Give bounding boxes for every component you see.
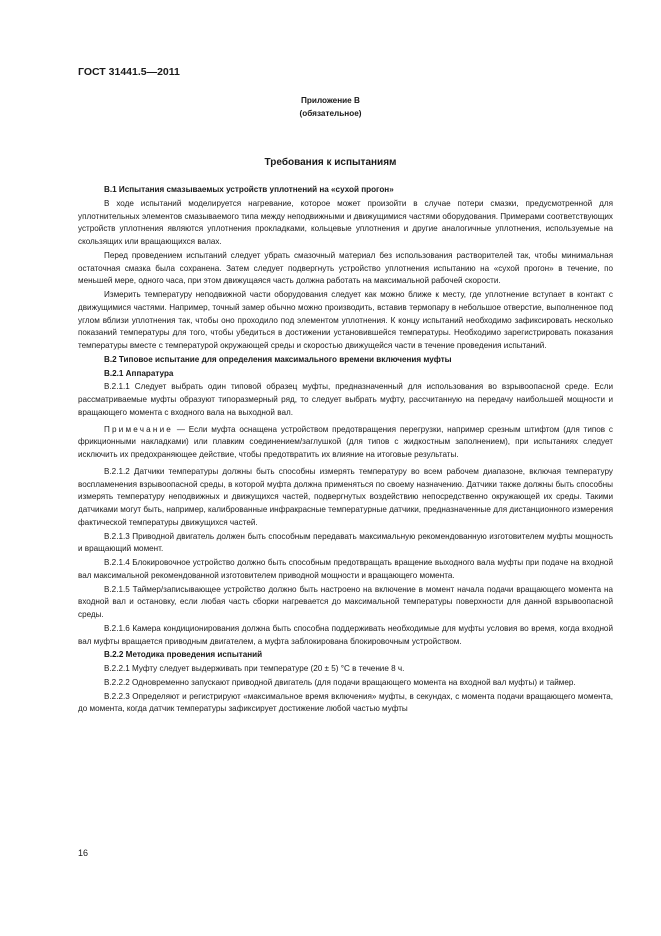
note bbox=[78, 424, 613, 462]
paragraph: В.2.2.1 Муфту следует выдерживать при температуре (20 ± 5) °С в течение 8 ч. bbox=[104, 664, 405, 673]
page-title: Требования к испытаниям bbox=[264, 157, 397, 168]
subsection-heading-b21: В.2.1 Аппаратура bbox=[104, 368, 174, 378]
paragraph: В.2.1.4 Блокировочное устройство должно быть способным предотвращать вращение выходного вала муфты при подаче на входной вал максимальной рекомендованной изготовителем приводной мощности и вращающего момента. bbox=[78, 558, 613, 580]
section-heading-b2: В.2 Типовое испытание для определения максимального времени включения муфты bbox=[104, 354, 452, 364]
document-id: ГОСТ 31441.5—2011 bbox=[78, 66, 180, 78]
paragraph: В.2.1.2 Датчики температуры должны быть способны измерять температуру во всем рабочем диапазоне, включая температуру воспламенения взрывоопасной среды, в которой муфта должна применяться по своему назначению. Датчики также должны быть способны измерять температуру неподвижных и движущихся частей, подвергнутых воздействию непосредственно окружающей их среды. Такими датчиками могут быть, например, калиброванные инфракрасные температурные датчики, предназначенные для дистанционного измерения фактической температуры движущихся частей. bbox=[78, 466, 613, 527]
note-label: Примечание bbox=[104, 424, 174, 434]
paragraph: В.2.1.6 Камера кондиционирования должна быть способна поддерживать необходимые для муфты условия во время, когда входной вал муфты вращается приводным двигателем, а муфта заблокирована блокировочным устройством. bbox=[78, 623, 613, 646]
paragraph: В ходе испытаний моделируется нагревание, которое может произойти в случае потери смазки, предусмотренной для уплотнительных элементов смазываемого типа между неподвижными и движущимися частями оборудования. Примерами соответствующих устройств уплотнения являются уплотнения прокладками, кольцевые уплотнения и другие аналогичные уплотнения, используемые на скользящих или вращающихся валах. bbox=[78, 198, 613, 246]
paragraph: В.2.1.5 Таймер/записывающее устройство должно быть настроено на включение в момент начала подачи вращающего момента на входной вал и остановку, если любая часть сборки нагревается до максимальной температуры поверхности для данной взрывоопасной среды. bbox=[78, 584, 613, 619]
paragraph: Перед проведением испытаний следует убрать смазочный материал без использования растворителей так, чтобы минимальная остаточная смазка была сохранена. Затем следует подвергнуть устройство уплотнения испытанию на «сухой прогон» в течение, по меньшей мере, одного часа, при этом движущаяся часть должна работать на максимальной рабочей скорости. bbox=[78, 250, 613, 286]
document-body bbox=[78, 184, 613, 717]
paragraph: В.2.2.3 Определяют и регистрируют «максимальное время включения» муфты, в секундах, с момента подачи вращающего момента, до момента, когда датчик температуры зафиксирует достижение любой частью муфты bbox=[78, 691, 613, 714]
paragraph: В.2.1.3 Приводной двигатель должен быть способным передавать максимальную рекомендованную изготовителем муфты мощность и вращающий момент. bbox=[78, 531, 613, 554]
appendix-status: (обязательное) bbox=[299, 109, 362, 118]
subsection-heading-b22: В.2.2 Методика проведения испытаний bbox=[104, 650, 263, 660]
section-heading-b1: В.1 Испытания смазываемых устройств уплотнений на «сухой прогон» bbox=[104, 185, 394, 194]
paragraph: В.2.2.2 Одновременно запускают приводной двигатель (для подачи вращающего момента на входной вал муфты) и таймер. bbox=[104, 677, 576, 687]
appendix-label: Приложение В bbox=[301, 96, 360, 105]
paragraph: Измерить температуру неподвижной части оборудования следует как можно ближе к месту, где уплотнение вступает в контакт с движущимися частями. Например, точный замер обычно можно производить, вставив термопару в небольшое отверстие, выполненное под углом вблизи уплотнения так, чтобы оно проходило под элементом уплотнения. К концу испытаний необходимо зафиксировать несколько показаний температуры для того, чтобы убедиться в достижении установившейся температуры. Необходимо зарегистрировать показания температуры вместе с температурой окружающей среды и скоростью движущейся части в течение проведения испытаний. bbox=[78, 290, 613, 350]
page-number: 16 bbox=[78, 848, 89, 858]
note-text: — Если муфта оснащена устройством предотвращения перегрузки, например срезным штифтом (для типов с фрикционными накладками) или плавким соединением/заглушкой (для типов с жидкостным заполнением), при испытаниях следует исключить их предохраняющее действие, чтобы предотвратить их влияние на итоговые результаты. bbox=[78, 424, 613, 459]
paragraph: В.2.1.1 Следует выбрать один типовой образец муфты, предназначенный для использования во взрывоопасной среде. Если рассматриваемые муфты образуют типоразмерный ряд, то следует выбрать муфту, рассчитанную на передачу наибольшей мощности и вращающего момента с входного вала на выходной вал. bbox=[78, 382, 613, 417]
